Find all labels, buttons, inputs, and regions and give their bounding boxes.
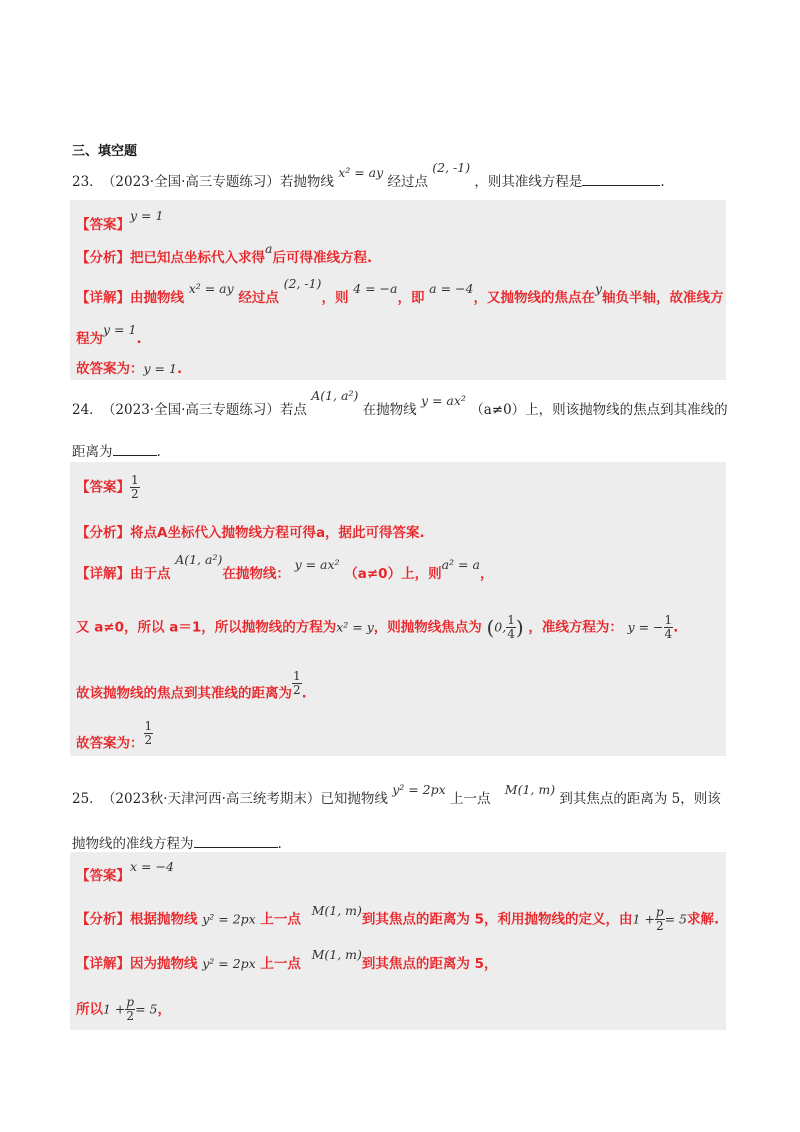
point: A(1, a²) — [311, 388, 359, 403]
fraction: $\frac{p}{2}$ — [126, 995, 135, 1023]
question-25: 25． （2023秋·天津河西·高三统考期末）已知抛物线 y² = 2px 上一点 M(1, m) 到其焦点的距离为 5，则该 — [72, 782, 721, 807]
solution-box-24 — [70, 462, 726, 756]
equation: y = ax² — [420, 393, 466, 408]
fraction: $\frac{1}{2}$ — [131, 473, 139, 501]
final-answer-line: 故答案为：y = 1. — [76, 361, 183, 377]
fraction: $\frac{1}{4}$ — [664, 613, 673, 641]
question-23: 23． （2023·全国·高三专题练习）若抛物线 x² = ay 经过点 (2, -1) ，则其准线方程是 . — [72, 160, 665, 190]
analysis-line: 【分析】将点A坐标代入抛物线方程可得a，据此可得答案. — [76, 525, 425, 541]
detail-line: 【详解】因为抛物线 y² = 2px 上一点 M(1, m)到其焦点的距离为 5， — [76, 947, 498, 972]
question-24: 24． （2023·全国·高三专题练习）若点 A(1, a²) 在抛物线 y = ax² （a≠0）上，则该抛物线的焦点到其准线的 — [72, 388, 728, 418]
section-title: 三、填空题 — [72, 144, 138, 159]
point: M(1, m) — [504, 782, 556, 797]
fraction: $\frac{p}{2}$ — [655, 905, 664, 933]
detail-line-2: 所以1 + $\frac{p}{2}$ = 5， — [76, 995, 171, 1023]
answer-line: 【答案】 $\frac{1}{2}$ — [76, 473, 139, 501]
question-25-line-2: 抛物线的准线方程为 . — [72, 836, 282, 852]
final-answer-line: 故答案为： $\frac{1}{2}$ — [76, 719, 153, 752]
analysis-line: 【分析】把已知点坐标代入求得a后可得准线方程. — [76, 241, 373, 266]
detail-line-3: 故该抛物线的焦点到其准线的距离为 $\frac{1}{2}$ . — [76, 669, 307, 702]
analysis-line: 【分析】根据抛物线 y² = 2px 上一点 M(1, m)到其焦点的距离为 5，利用抛物线的定义，由1 + $\frac{p}{2}$ = 5求解. — [76, 902, 720, 933]
detail-line-2: 又 a≠0，所以 a＝1，所以抛物线的方程为x² = y，则抛物线焦点为 (0, $\frac{1}{4}$ ) ，准线方程为： y = − $\frac{1}{4}$ . — [76, 613, 679, 641]
answer-line: 【答案】y = 1 — [76, 208, 164, 233]
answer-blank — [582, 173, 660, 186]
fraction: $\frac{1}{2}$ — [293, 669, 301, 697]
answer-blank — [113, 443, 157, 456]
detail-line-2: 程为y = 1. — [76, 322, 142, 347]
answer-line: 【答案】x = −4 — [76, 859, 174, 884]
fraction: $\frac{1}{4}$ — [507, 613, 515, 641]
answer-blank — [194, 835, 278, 848]
point: (2, -1) — [432, 160, 471, 175]
question-24-line-2: 距离为 . — [72, 444, 161, 460]
detail-line: 【详解】由于点 A(1, a²)在抛物线： y = ax² （a≠0）上，则a² = a， — [76, 552, 494, 582]
fraction: $\frac{1}{2}$ — [144, 719, 153, 747]
detail-line: 【详解】由抛物线 x² = ay 经过点 (2, -1)，则 4 = −a，即 a = −4，又抛物线的焦点在y轴负半轴，故准线方 — [76, 276, 724, 306]
equation: x² = ay — [338, 165, 384, 180]
equation: y² = 2px — [392, 782, 446, 797]
